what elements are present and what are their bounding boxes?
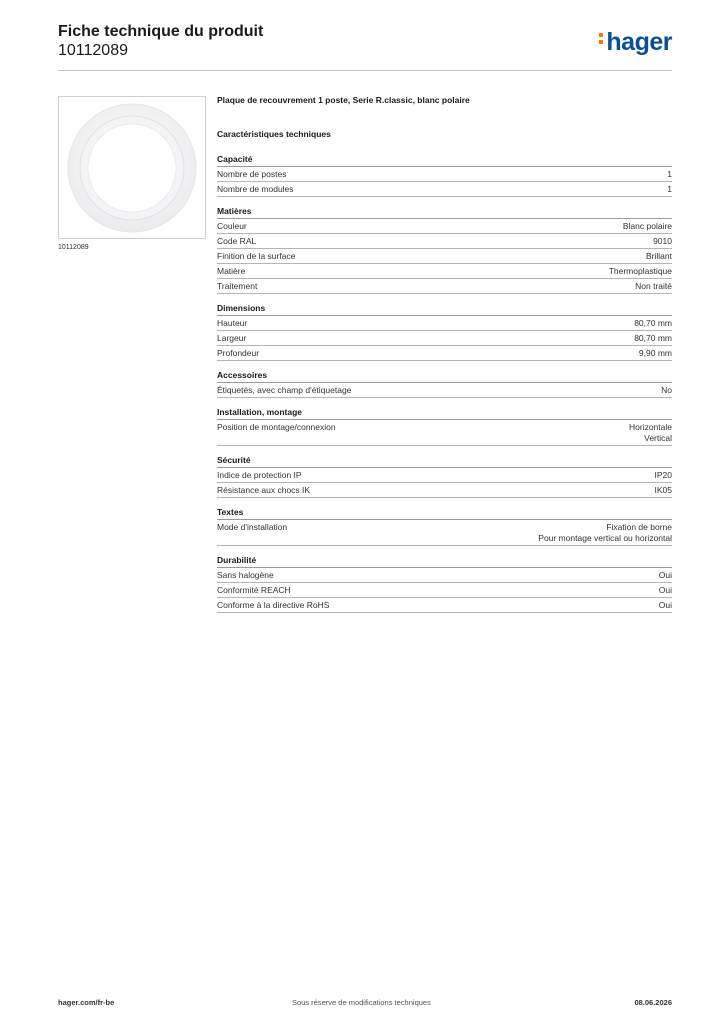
spec-value-line: Brillant — [646, 251, 672, 261]
product-image-caption: 10112089 — [58, 244, 89, 251]
spec-row — [217, 219, 672, 234]
spec-value-line: Fixation de borne — [606, 522, 672, 532]
spec-group — [217, 555, 672, 613]
spec-value — [655, 470, 673, 481]
spec-value-line: 1 — [667, 184, 672, 194]
spec-row — [217, 316, 672, 331]
spec-value — [659, 570, 672, 581]
spec-value — [661, 385, 672, 396]
spec-row — [217, 279, 672, 294]
spec-value — [623, 221, 672, 232]
spec-value-line: 9010 — [653, 236, 672, 246]
spec-group — [217, 154, 672, 197]
spec-value — [667, 184, 672, 195]
spec-row — [217, 249, 672, 264]
spec-group-title: Textes — [217, 507, 672, 520]
spec-value — [653, 236, 672, 247]
page-header — [58, 22, 672, 70]
spec-label: Code RAL — [217, 236, 257, 246]
spec-row — [217, 383, 672, 398]
spec-label: Finition de la surface — [217, 251, 296, 261]
spec-group — [217, 206, 672, 294]
spec-group-title: Installation, montage — [217, 407, 672, 420]
spec-group — [217, 370, 672, 398]
product-image — [58, 96, 206, 239]
spec-value-line: Pour montage vertical ou horizontal — [538, 533, 672, 543]
spec-label: Position de montage/connexion — [217, 422, 336, 432]
spec-label: Nombre de modules — [217, 184, 294, 194]
spec-value-line: IP20 — [654, 470, 672, 480]
spec-row — [217, 520, 672, 546]
spec-label: Traitement — [217, 281, 258, 291]
spec-value-line: 1 — [667, 169, 672, 179]
spec-label: Profondeur — [217, 348, 260, 358]
spec-row — [217, 264, 672, 279]
product-reference: 10112089 — [58, 42, 128, 59]
spec-value-line: Oui — [658, 600, 672, 610]
spec-value — [646, 251, 672, 262]
spec-row — [217, 234, 672, 249]
logo-dots-icon — [599, 33, 604, 47]
spec-label: Étiquetés, avec champ d'étiquetage — [217, 385, 352, 395]
spec-label: Résistance aux chocs IK — [217, 485, 311, 495]
hager-logo — [599, 28, 672, 56]
spec-group — [217, 303, 672, 361]
spec-value — [635, 281, 672, 292]
spec-label: Couleur — [217, 221, 247, 231]
spec-content — [217, 95, 672, 622]
spec-row — [217, 468, 672, 483]
document-title: Fiche technique du produit — [58, 23, 264, 40]
spec-row — [217, 483, 672, 498]
spec-value — [639, 348, 672, 359]
spec-value-line: Oui — [658, 585, 672, 595]
spec-value-line: Vertical — [644, 433, 672, 443]
spec-row — [217, 583, 672, 598]
spec-label: Conforme à la directive RoHS — [217, 600, 330, 610]
spec-group-title: Durabilité — [217, 555, 672, 568]
spec-label: Largeur — [217, 333, 247, 343]
spec-row — [217, 331, 672, 346]
spec-value — [655, 485, 673, 496]
spec-value-line: Oui — [658, 570, 672, 580]
spec-value-line: 9,90 mm — [638, 348, 672, 358]
spec-value — [634, 333, 672, 344]
spec-value — [538, 522, 672, 544]
cover-plate-ring-icon — [59, 97, 205, 238]
spec-value-line: Horizontale — [629, 422, 672, 432]
spec-label: Conformité REACH — [217, 585, 291, 595]
spec-value-line: Blanc polaire — [622, 221, 672, 231]
spec-value-line: 80,70 mm — [634, 318, 672, 328]
product-name: Plaque de recouvrement 1 poste, Serie R.classic, blanc polaire — [217, 95, 470, 105]
footer-website: hager.com/fr-be — [58, 998, 115, 1007]
spec-row — [217, 167, 672, 182]
spec-group — [217, 507, 672, 546]
spec-group-title: Dimensions — [217, 303, 672, 316]
footer-date: 08.06.2026 — [634, 998, 672, 1007]
spec-value-line: 80,70 mm — [634, 333, 672, 343]
spec-value — [629, 422, 672, 444]
spec-group — [217, 407, 672, 446]
footer-disclaimer: Sous réserve de modifications techniques — [292, 998, 431, 1007]
spec-value — [634, 318, 672, 329]
spec-row — [217, 346, 672, 361]
spec-group-title: Capacité — [217, 154, 672, 167]
spec-label: Matière — [217, 266, 246, 276]
spec-value — [659, 600, 672, 611]
spec-value-line: Thermoplastique — [608, 266, 672, 276]
spec-row — [217, 568, 672, 583]
spec-row — [217, 598, 672, 613]
spec-value-line: IK05 — [654, 485, 672, 495]
spec-group — [217, 455, 672, 498]
logo-text: hager — [606, 28, 672, 56]
spec-value — [667, 169, 672, 180]
spec-group-title: Accessoires — [217, 370, 672, 383]
spec-value-line: No — [661, 385, 672, 395]
spec-groups — [217, 154, 672, 613]
technical-characteristics-heading: Caractéristiques techniques — [217, 129, 331, 139]
spec-value — [609, 266, 672, 277]
spec-label: Nombre de postes — [217, 169, 287, 179]
spec-row — [217, 420, 672, 446]
spec-value-line: Non traité — [635, 281, 672, 291]
header-divider — [58, 70, 672, 71]
spec-group-title: Sécurité — [217, 455, 672, 468]
spec-label: Sans halogène — [217, 570, 274, 580]
spec-row — [217, 182, 672, 197]
spec-value — [659, 585, 672, 596]
spec-label: Indice de protection IP — [217, 470, 302, 480]
spec-label: Hauteur — [217, 318, 248, 328]
spec-label: Mode d'installation — [217, 522, 288, 532]
spec-group-title: Matières — [217, 206, 672, 219]
